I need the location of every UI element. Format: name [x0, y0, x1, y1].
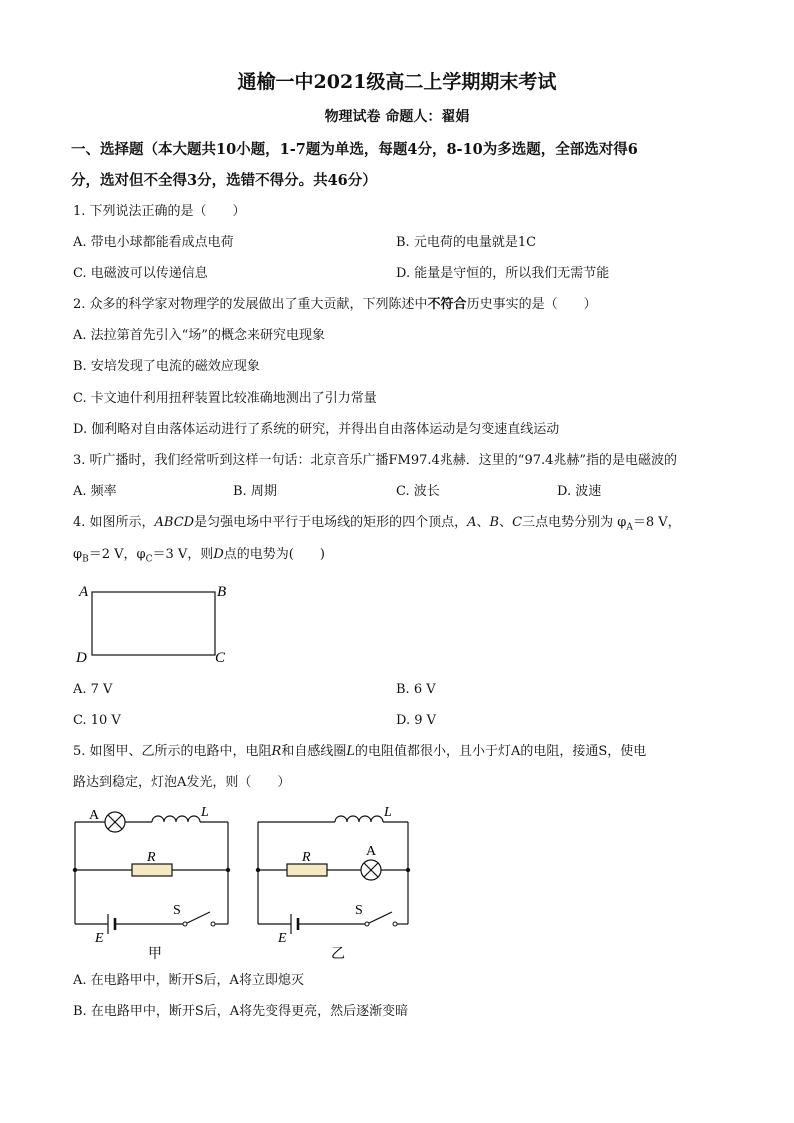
inductor-coil	[152, 816, 200, 822]
q5-text: 5. 如图甲、乙所示的电路中，电阻	[73, 744, 272, 759]
switch-contact	[365, 922, 369, 926]
q1-option-a: A. 带电小球都能看成点电荷	[73, 235, 234, 250]
q3-option-b: B. 周期	[233, 484, 277, 499]
q2-stem-before: 2. 众多的科学家对物理学的发展做出了重大贡献，下列陈述中	[73, 297, 428, 312]
q5-text: 的电阻值都很小，且小于灯A的电阻，接通S，使电	[355, 744, 647, 759]
switch-contact	[393, 922, 397, 926]
q5-r: R	[271, 744, 282, 759]
q5-stem-line1	[73, 743, 646, 761]
q4-point-a: A	[467, 515, 477, 530]
q5-text: 和自感线圈	[281, 744, 347, 759]
battery-label: E	[95, 931, 104, 946]
q4-text: ＝3 V，则	[152, 547, 214, 562]
resistor-label: R	[147, 850, 156, 865]
coil-label: L	[384, 805, 392, 820]
circuit-yi	[253, 800, 423, 962]
circuit-jia	[70, 800, 240, 962]
section-heading-line2: 分，选对但不全得3分，选错不得分。共46分）	[71, 172, 377, 189]
junction-dot	[73, 868, 77, 872]
q5-stem-line2: 路达到稳定，灯泡A发光，则（ ）	[73, 775, 291, 790]
label-d: D	[76, 650, 87, 666]
q4-option-c: C. 10 V	[73, 713, 121, 728]
q2-option-c: C. 卡文迪什利用扭秤装置比较准确地测出了引力常量	[73, 391, 377, 406]
q4-point-c: C	[512, 515, 523, 530]
switch-contact	[211, 922, 215, 926]
q4-text: 点的电势为( )	[223, 547, 325, 562]
q4-text: 、	[499, 515, 513, 530]
q4-text: φ	[73, 547, 83, 562]
junction-dot	[256, 868, 260, 872]
label-b: B	[217, 584, 227, 600]
rectangle-abcd	[92, 592, 215, 655]
junction-dot	[406, 868, 410, 872]
resistor	[287, 864, 327, 876]
q4-stem-line1	[73, 514, 681, 537]
battery-label: E	[278, 931, 287, 946]
q1-option-b: B. 元电荷的电量就是1C	[396, 235, 537, 250]
q4-text: ＝2 V，φ	[88, 547, 146, 562]
q3-option-a: A. 频率	[73, 484, 117, 499]
inductor-coil	[335, 816, 383, 822]
q4-stem-line2	[73, 546, 325, 569]
q4-text: ＝8 V，	[632, 515, 681, 530]
resistor	[132, 864, 172, 876]
switch-label: S	[355, 903, 363, 918]
q4-option-a: A. 7 V	[73, 682, 113, 697]
label-a: A	[79, 584, 89, 600]
q2-stem-after: 历史事实的是（ ）	[466, 297, 597, 312]
q5-l: L	[346, 744, 355, 759]
q4-subscript: C	[145, 554, 153, 565]
q4-option-b: B. 6 V	[396, 682, 436, 697]
section-heading-line1: 一、选择题（本大题共10小题，1-7题为单选，每题4分，8-10为多选题，全部选对得6	[71, 141, 638, 158]
q2-option-a: A. 法拉第首先引入“场”的概念来研究电现象	[73, 328, 325, 343]
junction-dot	[226, 868, 230, 872]
q4-text: 三点电势分别为 φ	[522, 515, 627, 530]
switch-label: S	[173, 903, 181, 918]
q2-option-b: B. 安培发现了电流的磁效应现象	[73, 359, 260, 374]
coil-label: L	[201, 805, 209, 820]
q4-subscript: A	[626, 522, 633, 533]
q4-text: 4. 如图所示，	[73, 515, 155, 530]
lamp-label: A	[366, 844, 377, 859]
q5-option-b: B. 在电路甲中，断开S后，A将先变得更亮，然后逐渐变暗	[73, 1004, 409, 1019]
lamp-label: A	[89, 808, 100, 823]
q2-stem	[73, 296, 597, 314]
q1-stem: 1. 下列说法正确的是（ ）	[73, 204, 246, 219]
q4-subscript: B	[82, 554, 89, 565]
q5-option-a: A. 在电路甲中，断开S后，A将立即熄灭	[73, 973, 304, 988]
q1-option-d: D. 能量是守恒的，所以我们无需节能	[396, 266, 610, 281]
q4-abcd: ABCD	[154, 515, 195, 530]
page-title: 通榆一中2021级高二上学期期末考试	[237, 71, 557, 93]
circuit-caption: 乙	[331, 947, 345, 962]
q4-text: 是匀强电场中平行于电场线的矩形的四个顶点，	[194, 515, 468, 530]
q3-stem: 3. 听广播时，我们经常听到这样一句话：北京音乐广播FM97.4兆赫．这里的“97.4兆赫”指的是电磁波的	[73, 453, 678, 468]
q2-option-d: D. 伽利略对自由落体运动进行了系统的研究，并得出自由落体运动是匀变速直线运动	[73, 422, 560, 437]
q4-point-d: D	[213, 547, 224, 562]
q2-stem-bold: 不符合	[427, 297, 467, 312]
resistor-label: R	[302, 850, 311, 865]
q4-text: 、	[476, 515, 490, 530]
page-subtitle: 物理试卷 命题人：翟娟	[324, 109, 470, 125]
switch-contact	[183, 922, 187, 926]
q4-rectangle-figure	[70, 578, 240, 668]
q1-option-c: C. 电磁波可以传递信息	[73, 266, 208, 281]
q4-option-d: D. 9 V	[396, 713, 437, 728]
q3-option-d: D. 波速	[557, 484, 602, 499]
label-c: C	[215, 650, 226, 666]
circuit-caption: 甲	[148, 947, 162, 962]
q4-point-b: B	[489, 515, 500, 530]
q3-option-c: C. 波长	[396, 484, 440, 499]
